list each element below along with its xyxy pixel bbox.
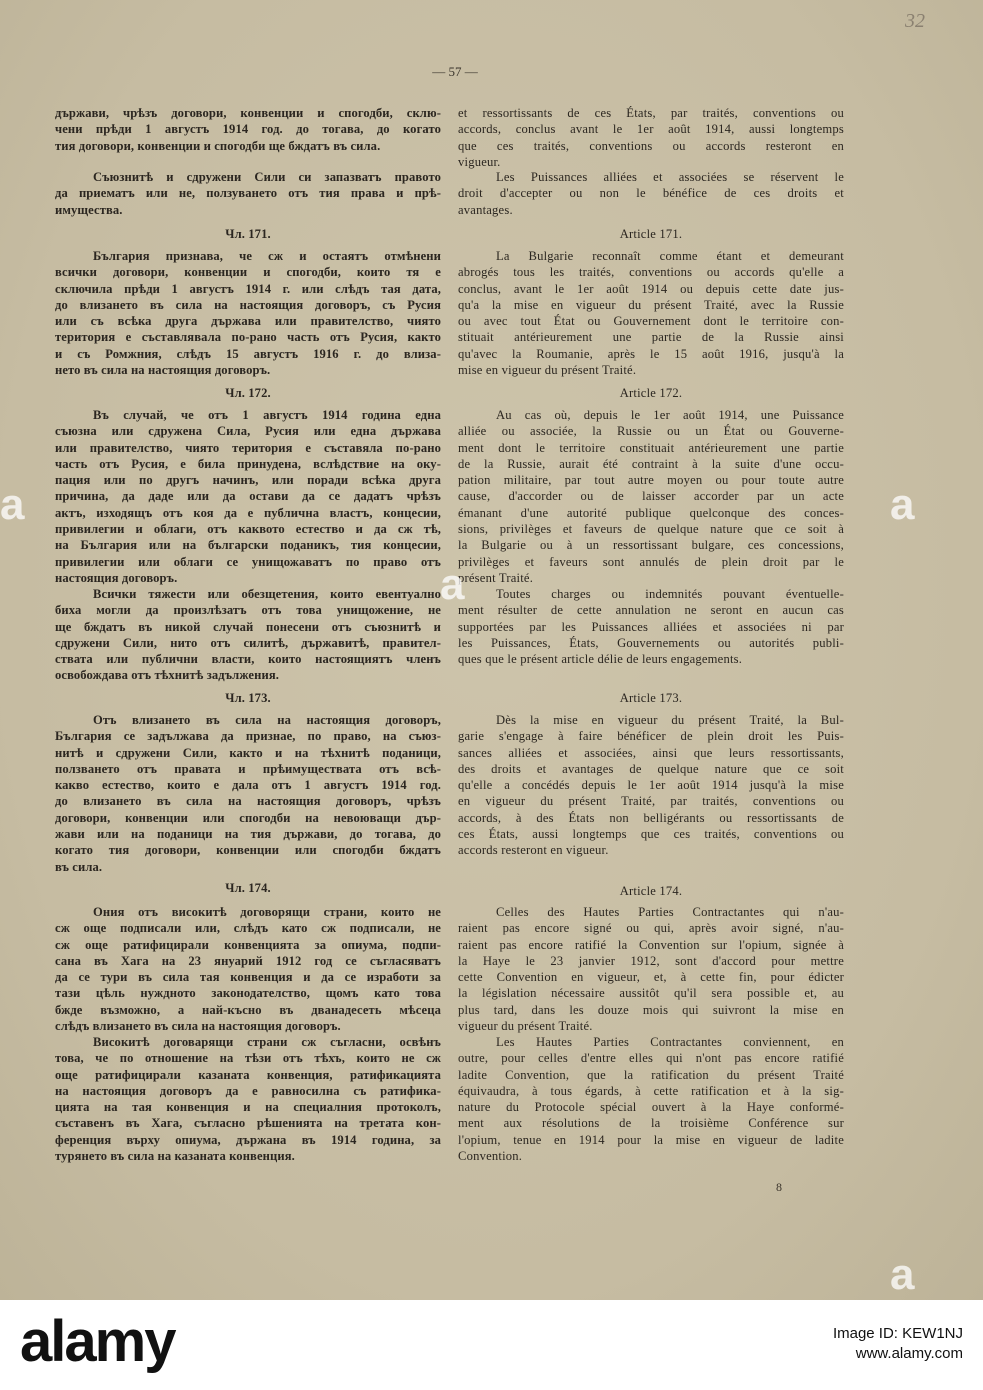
text-line: освобождава отъ тѣхнитѣ задължения. [55, 668, 279, 683]
text-line: raient pas encore ratifié la Convention sur l'opium, signée à [458, 937, 844, 952]
text-line: бжде възможно, а най-късно въ дванадесеть мѣсеца [55, 1002, 441, 1017]
text-line: cette Convention en vigueur, et, à cette fin, pour édicter [458, 970, 844, 985]
text-line: raient pas encore signé ou qui, après avoir signé, n'au- [458, 921, 844, 936]
text-line: ment résulter de cette annulation ne seront en aucun cas [458, 603, 844, 618]
text-line: cause, d'accorder ou de laisser accorder par un acte [458, 489, 844, 504]
text-line: ференция върху опиума, държана въ 1914 година, за [55, 1132, 441, 1147]
text-line: plus tard, dans les douze mois qui suivront la mise en [458, 1002, 844, 1017]
text-line: sances alliées et associées, ainsi que leurs ressortissants, [458, 745, 844, 760]
text-line: ou avec tout État ou Gouvernement dont le territoire con- [458, 314, 844, 329]
text-line: accords, conclus avant le 1er août 1914, aussi longtemps [458, 122, 844, 137]
text-line: какво естество, които е дала отъ 1 августъ 1914 год. [55, 778, 441, 793]
handwritten-page-mark: 32 [905, 10, 925, 32]
article-heading: Article 172. [619, 386, 683, 400]
article-heading: Article 171. [619, 227, 683, 241]
paragraph [55, 586, 441, 684]
article-heading: Чл. 174. [225, 881, 271, 895]
article-heading: Чл. 172. [225, 386, 271, 400]
text-line: Convention. [458, 1149, 523, 1164]
paragraph [458, 1034, 844, 1164]
text-line: причина, да даде или да остави да се дадатъ чрѣзъ [55, 489, 441, 504]
text-line: présent Traité. [458, 570, 534, 585]
text-line: тия договори, конвенции и спогодби ще бждатъ въ сила. [55, 138, 381, 153]
text-line: и съ Ромжния, слѣдъ 15 августъ 1916 г. до влиза- [55, 346, 441, 361]
text-line: l'opium, tenue en 1914 pour la mise en vigueur de ladite [458, 1132, 844, 1147]
alamy-logo: alamy [20, 1309, 175, 1374]
text-line: имущества. [55, 202, 123, 217]
text-line: това, че по отношение на тѣзи отъ тѣхъ, които не сж [55, 1051, 441, 1066]
text-line: la législation nécessaire aussitôt qu'il sera possible et, au [458, 986, 844, 1001]
text-line: нитѣ и сдружени Сили, както и на тѣхнитѣ поданици, [55, 745, 441, 760]
text-line: България се задължава да признае, по право, на съюз- [55, 729, 441, 744]
text-line: Au cas où, depuis le 1er août 1914, une Puissance [496, 408, 844, 422]
paragraph [55, 1034, 441, 1164]
text-line: Въ случай, че отъ 1 августъ 1914 година една [93, 408, 441, 422]
text-line: сана въ Хага на 23 януарий 1912 год се съгласяватъ [55, 953, 441, 968]
article-heading: Article 174. [619, 884, 683, 898]
text-line: privilèges et faveurs sont annulés de plein droit par le [458, 554, 844, 569]
text-line: да приематъ или не, ползуването отъ тия права и прѣ- [55, 186, 441, 201]
paragraph [55, 169, 441, 218]
text-line: до влизането въ сила на настоящия договоръ, чрѣзъ [55, 794, 441, 809]
text-line: Високитѣ договарящи страни сж съгласни, освѣнъ [93, 1035, 441, 1049]
text-line: ladite Convention, que la ratification du présent Traité [458, 1067, 844, 1082]
text-line: accords, à des États non belligérants ou ressortissants de [458, 810, 844, 825]
text-line: conclus, avant le 1er août 1914 ou depuis cette date jus- [458, 281, 844, 296]
text-line: до влизането въ сила на настоящия договоръ, съ Русия [55, 297, 441, 312]
paragraph [458, 169, 844, 218]
text-line: garie s'engage à faire bénéficer de plein droit les Puis- [458, 729, 844, 744]
text-line: nature du Protocole spécial ouvert à la Haye conformé- [458, 1100, 844, 1115]
sheet-number: 8 [776, 1180, 782, 1194]
image-info [833, 1324, 963, 1364]
text-line: vigueur. [458, 154, 501, 169]
text-line: сж още ратифицирали конвенцията за опиума, подпи- [55, 937, 441, 952]
text-line: привилегии или облаги се унищожаватъ по право отъ [55, 554, 441, 569]
text-line: Toutes charges ou indemnités pouvant éventuelle- [496, 587, 844, 601]
text-line: сдружени Сили, нито отъ силитѣ, държавитѣ, правител- [55, 635, 441, 650]
text-line: привилегии и облаги, отъ каквото естество и да сж тѣ, [55, 522, 441, 537]
text-line: la Haye le 23 janvier 1912, sont d'accord pour mettre [458, 953, 844, 968]
text-line: en vigueur du présent Traité, par traités, conventions ou [458, 794, 844, 809]
paragraph [55, 105, 441, 154]
text-line: часть отъ Русия, е била принудена, вслѣдствие на оку- [55, 456, 441, 471]
article-heading: Чл. 173. [225, 691, 271, 705]
text-line: droit d'accepter ou non le bénéfice de ces droits et [458, 186, 844, 201]
article-heading: Чл. 171. [225, 227, 271, 241]
text-line: outre, pour celles d'entre elles qui n'ont pas encore ratifié [458, 1051, 844, 1066]
article-heading: Article 173. [619, 691, 683, 705]
text-line: съюзна или сдружена Сила, Русия или една държава [55, 424, 441, 439]
paragraph [458, 904, 844, 1034]
text-line: vigueur du présent Traité. [458, 1019, 593, 1034]
text-line: que ces traités, conventions ou accords resteront en [458, 138, 844, 153]
text-line: les Puissances, États, Gouvernements ou autorités publi- [458, 635, 844, 650]
text-line: Всички тяжести или обезщетения, които евентуално [93, 587, 441, 601]
text-line: да се тури въ сила тая конвенция и да се изработи за [55, 970, 441, 985]
text-line: supportées par les Puissances alliées et associées ni par [458, 619, 844, 634]
text-line: qu'avec la Roumanie, après le 15 août 1916, jusqu'à la [458, 346, 844, 361]
watermark-mark: a [0, 480, 25, 529]
text-line: актъ, изходящъ отъ коя да е публична властъ, концесии, [55, 505, 441, 520]
text-line: България признава, че сж и остаятъ отмѣнени [93, 249, 441, 263]
text-line: турянето въ сила на казаната конвенция. [55, 1149, 295, 1164]
text-line: qu'a la mise en vigueur du présent Traité, avec la Russie [458, 297, 844, 312]
text-line: въ сила. [55, 859, 103, 874]
text-line: Dès la mise en vigueur du présent Traité, la Bul- [496, 713, 844, 727]
text-line: La Bulgarie reconnaît comme étant et demeurant [496, 249, 844, 263]
text-line: la Bulgarie ou à un ressortissant bulgare, ces concessions, [458, 538, 844, 553]
text-line: sions, privilèges et faveurs de quelque nature que ce soit à [458, 522, 844, 537]
paragraph [458, 586, 844, 667]
watermark-mark: a [890, 480, 915, 529]
text-line: или правителство, чиято територия е съставяла по-рано [55, 440, 441, 455]
text-line: qu'elle a concédés depuis le 1er août 1914 jusqu'à la mise [458, 778, 844, 793]
text-line: mise en vigueur du présent Traité. [458, 363, 637, 378]
text-line: жави или на поданици на тия държави, до тогава, до [55, 827, 441, 842]
text-line: émanant d'une autorité publique quelconque des conces- [458, 505, 844, 520]
text-line: ment dont le territoire constituait antérieurement une partie [458, 440, 844, 455]
paragraph [458, 248, 844, 378]
text-line: сж още подписали или, слѣдъ като сж подписали, не [55, 921, 441, 936]
text-line: Celles des Hautes Parties Contractantes qui n'au- [496, 905, 844, 919]
paragraph [458, 407, 844, 586]
text-line: държави, чрѣзъ договори, конвенции и спогодби, склю- [55, 106, 441, 120]
paragraph [55, 248, 441, 378]
text-line: accords resteront en vigueur. [458, 843, 609, 858]
text-line: тази цѣль нуждното законодателство, щомъ като това [55, 986, 441, 1001]
paragraph [458, 712, 844, 859]
image-id: Image ID: KEW1NJ [832, 1325, 963, 1342]
text-line: des droits et avantages de quelque nature que ce soit [458, 761, 844, 776]
text-line: ment aux résolutions de la troisième Conférence sur [458, 1116, 844, 1131]
text-line: Ония отъ високитѣ договорящи страни, които не [93, 905, 441, 919]
text-line: слѣдъ влизането въ сила на настоящия договоръ. [55, 1019, 341, 1034]
text-line: договори, конвенции или спогодби на невоюващи дър- [55, 810, 441, 825]
text-line: цията на тая конвенция и на специалния протоколъ, [55, 1100, 441, 1115]
text-line: ползването отъ правата и прѣимуществата отъ всѣ- [55, 761, 441, 776]
paragraph [55, 407, 441, 586]
text-line: ще бждатъ въ никой случай понесени отъ съюзнитѣ и [55, 619, 441, 634]
text-line: нето въ сила на настоящия договоръ. [55, 363, 271, 378]
text-line: съставенъ въ Хага, съгласно рѣшенията на третата кон- [55, 1116, 441, 1131]
text-line: още ратифицирали казаната конвенция, ратификацията [55, 1067, 441, 1082]
text-line: abrogés tous les traités, conventions ou accords qu'elle a [458, 265, 844, 280]
text-line: на България или на български поданикъ, тия концесии, [55, 538, 441, 553]
text-line: pation militaire, par tout autre moyen ou pour toute autre [458, 473, 844, 488]
text-line: сключила прѣди 1 августъ 1914 г. или слѣдъ тая дата, [55, 281, 441, 296]
page-number: — 57 — [432, 64, 478, 79]
paragraph [458, 105, 844, 170]
text-line: stituait antérieurement une partie de la Russie ainsi [458, 330, 844, 345]
text-line: когато тия договори, конвенции или спогодби бждатъ [55, 843, 441, 858]
text-line: биха могли да произлѣзатъ отъ това унищожение, не [55, 603, 441, 618]
watermark-mark: a [890, 1250, 915, 1299]
stock-footer [0, 1300, 983, 1390]
text-line: пация или по другъ начинъ, или поради всѣка друга [55, 473, 441, 488]
site-url: www.alamy.com [855, 1345, 963, 1362]
text-line: et ressortissants de ces États, par traités, conventions ou [458, 106, 844, 120]
text-line: Les Hautes Parties Contractantes conviennent, en [496, 1035, 844, 1049]
text-line: avantages. [458, 202, 513, 217]
watermark-mark: a [440, 560, 465, 609]
text-line: de la Russie, aurait été contraint à la suite d'une occu- [458, 456, 844, 471]
text-line: ces États, aussi longtemps que ces traités, conventions ou [458, 827, 844, 842]
text-line: Отъ влизането въ сила на настоящия договоръ, [93, 713, 441, 727]
text-line: или съ всѣка друга държава или правителство, чиято [55, 314, 441, 329]
text-line: Les Puissances alliées et associées se réservent le [496, 170, 844, 184]
text-line: чени прѣди 1 августъ 1914 год. до тогава, до когато [55, 122, 441, 137]
text-line: ques que le présent article délie de leurs engagements. [458, 652, 743, 667]
text-line: на настоящия договоръ да е равносилна съ ратифика- [55, 1083, 441, 1098]
text-line: настоящия договоръ. [55, 570, 178, 585]
paragraph [55, 712, 441, 875]
text-line: територия е съставлявала по-рано часть отъ Русия, както [55, 330, 441, 345]
text-line: всички договори, конвенции и спогодби, които тя е [55, 265, 441, 280]
text-line: alliée ou associée, la Russie ou un État ou Gouverne- [458, 424, 844, 439]
text-line: ствата или публични власти, които настоящиятъ членъ [55, 652, 441, 667]
text-line: équivaudra, à tous égards, à cette ratification et à la sig- [458, 1083, 844, 1098]
text-line: Съюзнитѣ и сдружени Сили си запазватъ правото [93, 170, 441, 184]
paragraph [55, 904, 441, 1034]
